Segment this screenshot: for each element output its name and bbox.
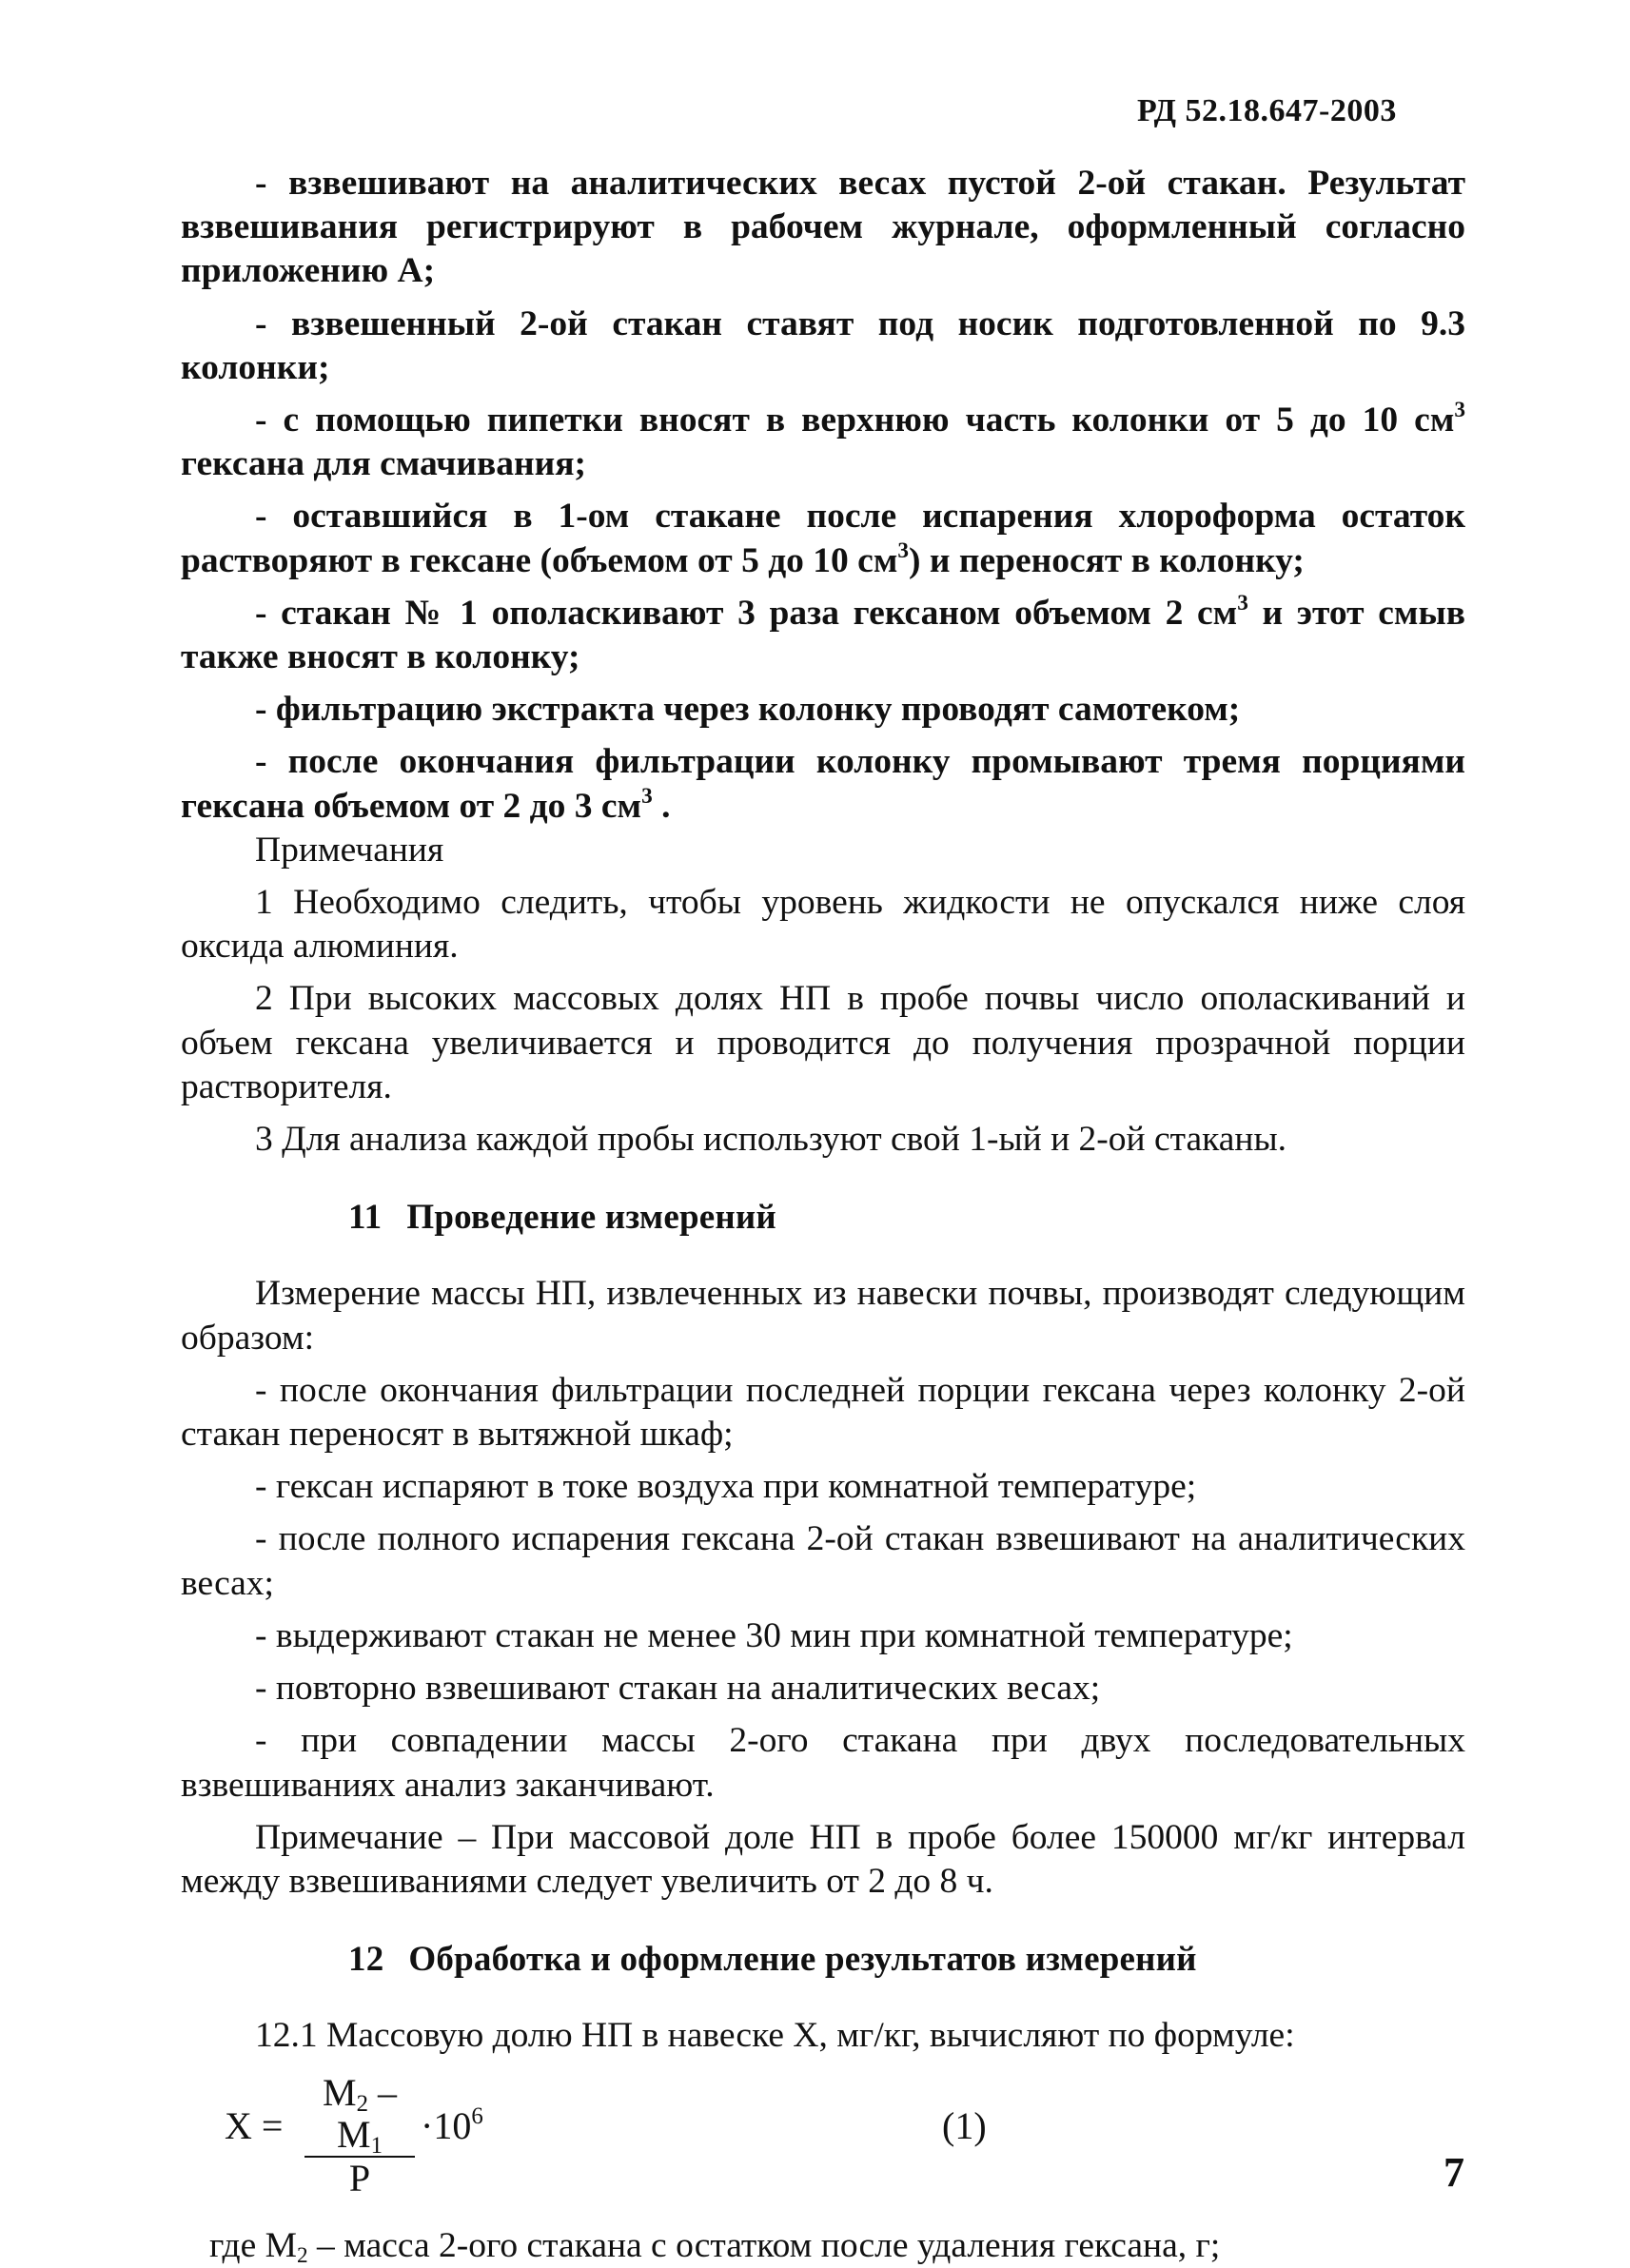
formula-1 [181, 2068, 1465, 2200]
measurement-step: - выдерживают стакан не менее 30 мин при комнатной температуре; [255, 1615, 1293, 1655]
step-weigh-empty-beaker: - взвешивают на аналитических весах пустой 2-ой стакан. Результат взвешивания регистрируют в рабочем журнале, оформленный согласно приложению А; [181, 164, 1465, 291]
measurement-step: - повторно взвешивают стакан на аналитических весах; [255, 1669, 1101, 1709]
formula-fraction [303, 2072, 417, 2200]
measurement-step: - после окончания фильтрации последней порции гексана через колонку 2-ой стакан переносят в вытяжной шкаф; [181, 1370, 1465, 1455]
step-wash-column: - после окончания фильтрации колонку промывают тремя порциями гексана объемом от 2 до 3 $см^3$ . [181, 742, 1465, 826]
measurement-step: - гексан испаряют в токе воздуха при комнатной температуре; [255, 1467, 1197, 1507]
formula-numerator: $M_2 - M_1$ [323, 2070, 397, 2159]
section-11-note: Примечание – При массовой доле НП в пробе более 150000 мг/кг интервал между взвешиваниями следует увеличить от 2 до 8 ч. [181, 1817, 1465, 1901]
formula-lhs: X = [225, 2103, 284, 2147]
note-item: 3 Для анализа каждой пробы используют свой 1-ый и 2-ой стаканы. [255, 1120, 1287, 1160]
measurement-step: - при совпадении массы 2-ого стакана при двух последовательных взвешиваниях анализ заканчивают. [181, 1721, 1465, 1805]
document-code: РД 52.18.647-2003 [1137, 93, 1397, 128]
step-dissolve-residue: - оставшийся в 1-ом стакане после испарения хлороформа остаток растворяют в гексане (объемом от 5 до 10 $см^3$) и переносят в колонку; [181, 497, 1465, 580]
notes-title: Примечания [255, 830, 444, 870]
section-title: Проведение измерений [406, 1198, 776, 1238]
note-item: 1 Необходимо следить, чтобы уровень жидкости не опускался ниже слоя оксида алюминия. [181, 883, 1465, 967]
section-number: 12 [348, 1940, 384, 1980]
step-rinse-beaker: - стакан № 1 ополаскивают 3 раза гексаном объемом 2 $см^3$ и этот смыв также вносят в колонку; [181, 590, 1465, 677]
measurement-step: - после полного испарения гексана 2-ой стакан взвешивают на аналитических весах; [181, 1519, 1465, 1603]
section-11-heading [181, 1196, 1465, 1240]
section-number: 11 [348, 1198, 383, 1238]
clause-12-1: 12.1 Массовую долю НП в навеске X, мг/кг, вычисляют по формуле: [255, 2016, 1295, 2056]
page-number: 7 [1443, 2149, 1464, 2196]
document-body [181, 162, 1465, 2268]
formula-denominator: P [348, 2156, 371, 2200]
equation-number: (1) [942, 2103, 987, 2147]
formula-where: где $M_2$ – масса 2-ого стакана с остатком после удаления гексана, г; [209, 2225, 1221, 2268]
section-11-intro: Измерение массы НП, извлеченных из навески почвы, производят следующим образом: [181, 1274, 1465, 1358]
step-filtration: - фильтрацию экстракта через колонку проводят самотеком; [255, 690, 1241, 730]
formula-multiplier: $\cdot 10^6$ [421, 2102, 483, 2147]
section-title: Обработка и оформление результатов измерений [408, 1940, 1197, 1980]
step-pipette: - с помощью пипетки вносят в верхнюю часть колонки от 5 до 10 $см^3$ гексана для смачивания; [181, 397, 1465, 484]
section-12-heading [181, 1938, 1465, 1982]
note-item: 2 При высоких массовых долях НП в пробе почвы число ополаскиваний и объем гексана увеличивается и проводится до получения прозрачной порции растворителя. [181, 979, 1465, 1106]
step-place-beaker: - взвешенный 2-ой стакан ставят под носик подготовленной по 9.3 колонки; [181, 303, 1465, 387]
